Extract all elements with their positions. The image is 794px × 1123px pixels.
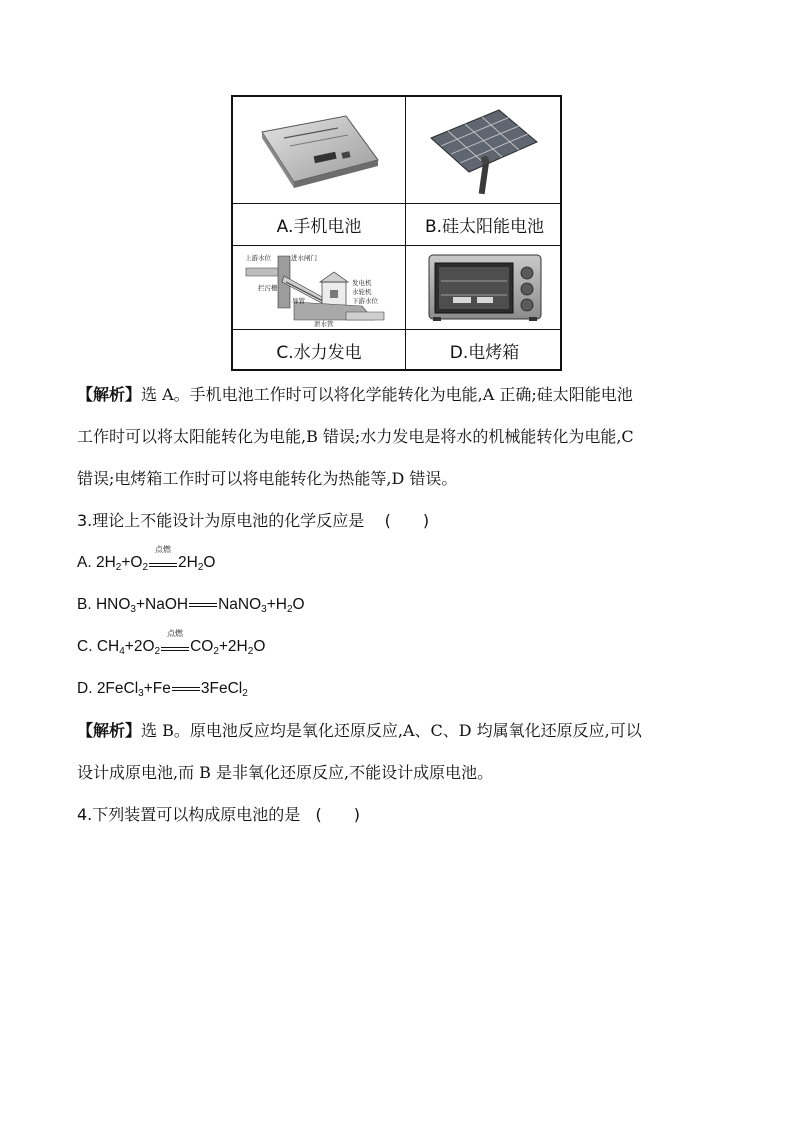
option-a-equation: A. $2H_2+O_2$ 点燃 $2H_2O$ [77,545,216,573]
options-table [231,95,562,371]
equals-sign [172,687,200,691]
question-4-stem [77,805,360,825]
analysis-text: 选 B。原电池反应均是氧化还原反应,A、C、D 均属氧化还原反应,可以 [141,721,642,740]
question-3-stem [77,511,429,531]
solar-panel-image [405,97,564,203]
option-caption [233,203,405,245]
option-a-caption: A.手机电池 [276,216,362,237]
hydro-power-diagram [233,245,405,329]
analysis-line [77,385,633,405]
analysis-text: 错误;电烤箱工作时可以将电能转化为热能等,D 错误。 [77,469,458,488]
hydro-label: 发电机 [352,279,372,287]
option-c-caption: C.水力发电 [276,342,362,363]
hydro-label: 水轮机 [352,288,372,296]
option-b-equation: B. $HNO_3+NaOH$ $NaNO_3+H_2O$ [77,596,305,615]
reaction-condition: 点燃 [149,554,177,567]
option-caption [233,329,405,371]
analysis-line [77,469,457,489]
question-text: 4.下列装置可以构成原电池的是 [77,805,301,824]
analysis-text: 选 A。手机电池工作时可以将化学能转化为电能,A 正确;硅太阳能电池 [141,385,633,404]
phone-battery-image [233,97,405,203]
hydro-label: 上游水位 [245,254,271,262]
answer-bracket: ( ) [384,511,430,530]
analysis-tag: 【解析】 [77,385,142,404]
analysis-tag: 【解析】 [77,721,142,740]
option-caption [405,329,564,371]
hydro-label: 拦污栅 [258,284,278,292]
equals-sign [189,603,217,607]
option-caption [405,203,564,245]
option-d-caption: D.电烤箱 [449,342,520,363]
electric-oven-image [405,245,564,329]
analysis-line [77,721,642,741]
hydro-label: 进水闸门 [291,254,317,262]
option-d-equation: D. 2FeCl$_3$+Fe 3FeCl$_2$ [77,680,248,699]
reaction-condition: 点燃 [161,638,189,651]
option-b-caption: B.硅太阳能电池 [424,216,545,237]
hydro-label: 下游水位 [352,297,378,305]
option-c-equation: C. $CH_4+2O_2$ 点燃 $CO_2+2H_2O$ [77,629,266,657]
analysis-line [77,763,493,783]
analysis-text: 设计成原电池,而 B 是非氧化还原反应,不能设计成原电池。 [77,763,494,782]
hydro-label: 导管 [292,297,305,305]
analysis-text: 工作时可以将太阳能转化为电能,B 错误;水力发电是将水的机械能转化为电能,C [77,427,634,446]
hydro-label: 泄水管 [314,320,334,328]
question-text: 3.理论上不能设计为原电池的化学反应是 [77,511,365,530]
analysis-line [77,427,634,447]
answer-bracket: ( ) [315,805,361,824]
